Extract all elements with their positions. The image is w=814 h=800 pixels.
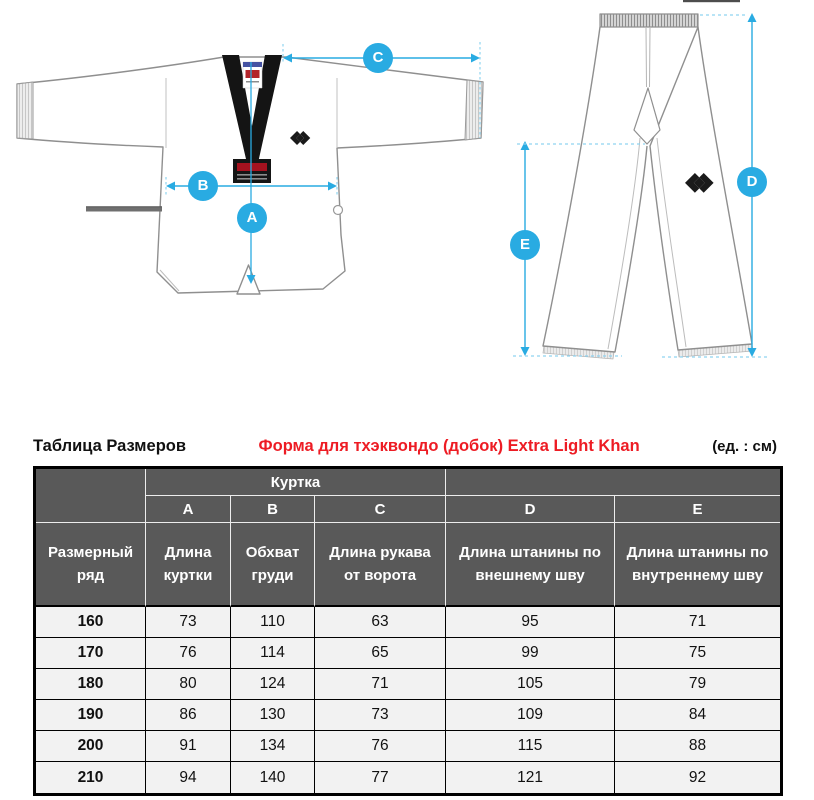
size-cell: 210 xyxy=(36,762,146,793)
jacket-drawing xyxy=(17,55,483,294)
table-row xyxy=(36,669,780,700)
pants-right-hem xyxy=(678,344,753,357)
table-title: Таблица Размеров xyxy=(33,437,186,455)
col-desc-e: Длина штанины по внутреннему шву xyxy=(615,523,780,607)
size-table xyxy=(33,466,783,796)
value-cell: 63 xyxy=(315,607,446,638)
value-cell: 130 xyxy=(231,700,315,731)
measure-badge-c: C xyxy=(363,43,393,73)
value-cell: 71 xyxy=(615,607,780,638)
corner-cell xyxy=(36,469,146,523)
value-cell: 94 xyxy=(146,762,231,793)
row-header: Размерный ряд xyxy=(36,523,146,607)
col-desc-c: Длина рукава от ворота xyxy=(315,523,446,607)
value-cell: 65 xyxy=(315,638,446,669)
group-header-pants xyxy=(446,469,780,496)
col-letter-e: E xyxy=(615,496,780,523)
value-cell: 115 xyxy=(446,731,615,762)
value-cell: 99 xyxy=(446,638,615,669)
value-cell: 84 xyxy=(615,700,780,731)
jacket-left-cuff xyxy=(17,82,33,139)
table-row xyxy=(36,762,780,793)
measure-badge-d: D xyxy=(737,167,767,197)
size-cell: 180 xyxy=(36,669,146,700)
pants-center-seam xyxy=(646,28,650,87)
value-cell: 124 xyxy=(231,669,315,700)
neck-label xyxy=(243,62,262,88)
value-cell: 73 xyxy=(146,607,231,638)
size-cell: 170 xyxy=(36,638,146,669)
value-cell: 86 xyxy=(146,700,231,731)
value-cell: 92 xyxy=(615,762,780,793)
col-desc-a: Длина куртки xyxy=(146,523,231,607)
table-row xyxy=(36,700,780,731)
side-button xyxy=(334,206,343,215)
col-desc-b: Обхват груди xyxy=(231,523,315,607)
table-row xyxy=(36,731,780,762)
value-cell: 76 xyxy=(315,731,446,762)
value-cell: 134 xyxy=(231,731,315,762)
units-label: (ед. : см) xyxy=(712,438,777,455)
col-letter-c: C xyxy=(315,496,446,523)
pants-outline xyxy=(543,27,752,352)
value-cell: 88 xyxy=(615,731,780,762)
chest-label xyxy=(233,159,271,183)
size-cell: 200 xyxy=(36,731,146,762)
pants-drawing xyxy=(543,14,753,359)
measure-badge-b: B xyxy=(188,171,218,201)
value-cell: 105 xyxy=(446,669,615,700)
value-cell: 73 xyxy=(315,700,446,731)
measure-badge-a: A xyxy=(237,203,267,233)
value-cell: 77 xyxy=(315,762,446,793)
crop-artifact-line xyxy=(683,0,740,2)
brand-logo-pants xyxy=(685,173,714,193)
col-letter-b: B xyxy=(231,496,315,523)
value-cell: 140 xyxy=(231,762,315,793)
product-title: Форма для тхэквондо (добок) Extra Light Khan xyxy=(258,437,640,455)
col-letter-a: A xyxy=(146,496,231,523)
value-cell: 114 xyxy=(231,638,315,669)
value-cell: 80 xyxy=(146,669,231,700)
value-cell: 71 xyxy=(315,669,446,700)
size-cell: 160 xyxy=(36,607,146,638)
value-cell: 110 xyxy=(231,607,315,638)
value-cell: 76 xyxy=(146,638,231,669)
col-letter-d: D xyxy=(446,496,615,523)
value-cell: 75 xyxy=(615,638,780,669)
pants-left-inseam xyxy=(608,138,640,349)
value-cell: 109 xyxy=(446,700,615,731)
pants-waistband xyxy=(600,14,698,27)
value-cell: 79 xyxy=(615,669,780,700)
group-header-jacket: Куртка xyxy=(146,469,446,496)
value-cell: 91 xyxy=(146,731,231,762)
table-row xyxy=(36,638,780,669)
table-row xyxy=(36,607,780,638)
table-title-bar xyxy=(33,437,777,456)
pants-left-hem xyxy=(543,346,614,359)
value-cell: 95 xyxy=(446,607,615,638)
value-cell: 121 xyxy=(446,762,615,793)
measure-badge-e: E xyxy=(510,230,540,260)
pants-gusset xyxy=(634,88,660,144)
col-desc-d: Длина штанины по внешнему шву xyxy=(446,523,615,607)
size-cell: 190 xyxy=(36,700,146,731)
